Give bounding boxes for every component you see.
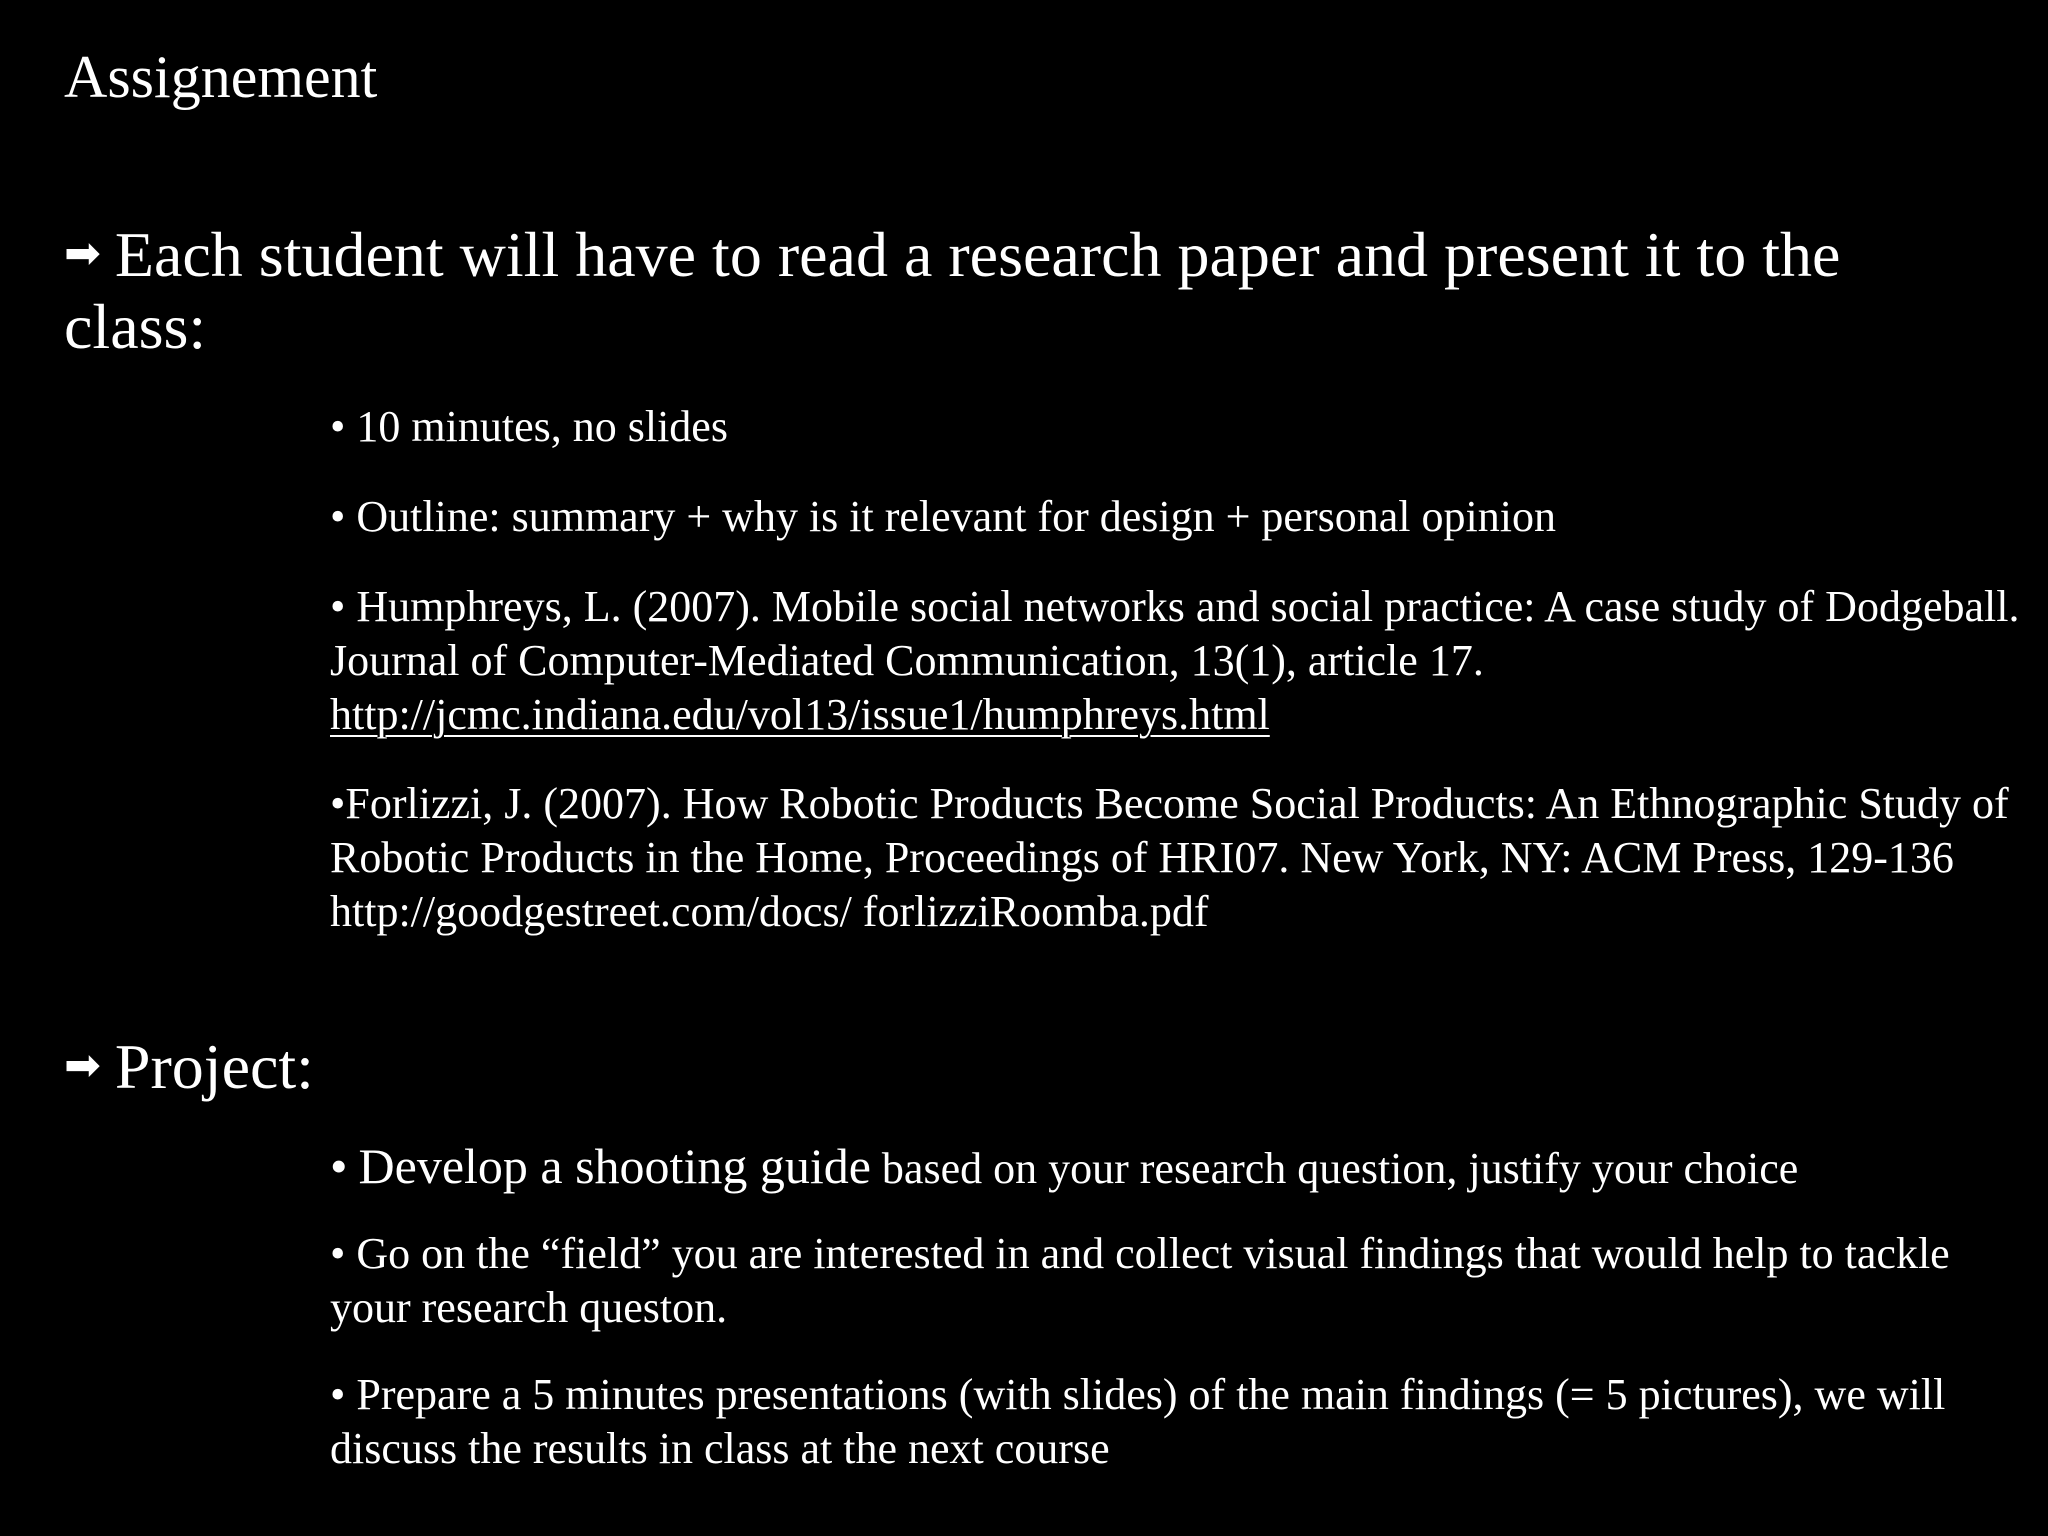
arrow-right-icon: ➡	[64, 228, 101, 279]
bullet-item-reference-humphreys	[330, 580, 2020, 742]
bullet-text: Prepare a 5 minutes presentations (with slides) of the main findings (= 5 pictures), we will discuss the results in class at the next course	[330, 1370, 1946, 1473]
bullet-text: 10 minutes, no slides	[356, 402, 728, 451]
bullet-item	[330, 400, 2020, 454]
reference-text: Humphreys, L. (2007). Mobile social networks and social practice: A case study of Dodgeball. Journal of Computer-Mediated Communication, 13(1), article 17.	[330, 582, 2020, 685]
bullet-text: Go on the “field” you are interested in and collect visual findings that would help to tackle your research queston.	[330, 1229, 1950, 1332]
bullet-item	[330, 1368, 2020, 1476]
slide-title: Assignement	[64, 44, 378, 110]
arrow-right-icon: ➡	[64, 1040, 101, 1091]
bullet-lead-text: Develop a shooting guide	[358, 1138, 871, 1194]
bullet-text: Outline: summary + why is it relevant for design + personal opinion	[356, 492, 1556, 541]
bullet-icon: •	[330, 1370, 346, 1419]
bullet-item	[330, 1139, 2020, 1196]
reference-link[interactable]: http://jcmc.indiana.edu/vol13/issue1/humphreys.html	[330, 690, 1270, 739]
bullet-item-reference-forlizzi	[330, 777, 2020, 939]
bullet-icon: •	[330, 1138, 348, 1194]
bullet-icon: •	[330, 1229, 346, 1278]
reference-text: Forlizzi, J. (2007). How Robotic Products Become Social Products: An Ethnographic Study of Robotic Products in the Home, Proceedings of HRI07. New York, NY: ACM Press, 129-136 http://goodgestreet.com/docs/ forlizziRoomba.pdf	[330, 779, 2009, 936]
bullet-text: based on your research question, justify your choice	[881, 1144, 1799, 1193]
section-heading-reading	[64, 218, 1994, 363]
bullet-item	[330, 1227, 2020, 1335]
bullet-icon: •	[330, 779, 346, 828]
bullet-item	[330, 490, 2020, 544]
section-heading-text: Each student will have to read a research paper and present it to the class:	[64, 219, 1841, 362]
section-heading-text: Project:	[114, 1031, 314, 1102]
bullet-icon: •	[330, 492, 346, 541]
section-heading-project	[64, 1030, 1994, 1103]
bullet-icon: •	[330, 402, 346, 451]
bullet-icon: •	[330, 582, 346, 631]
